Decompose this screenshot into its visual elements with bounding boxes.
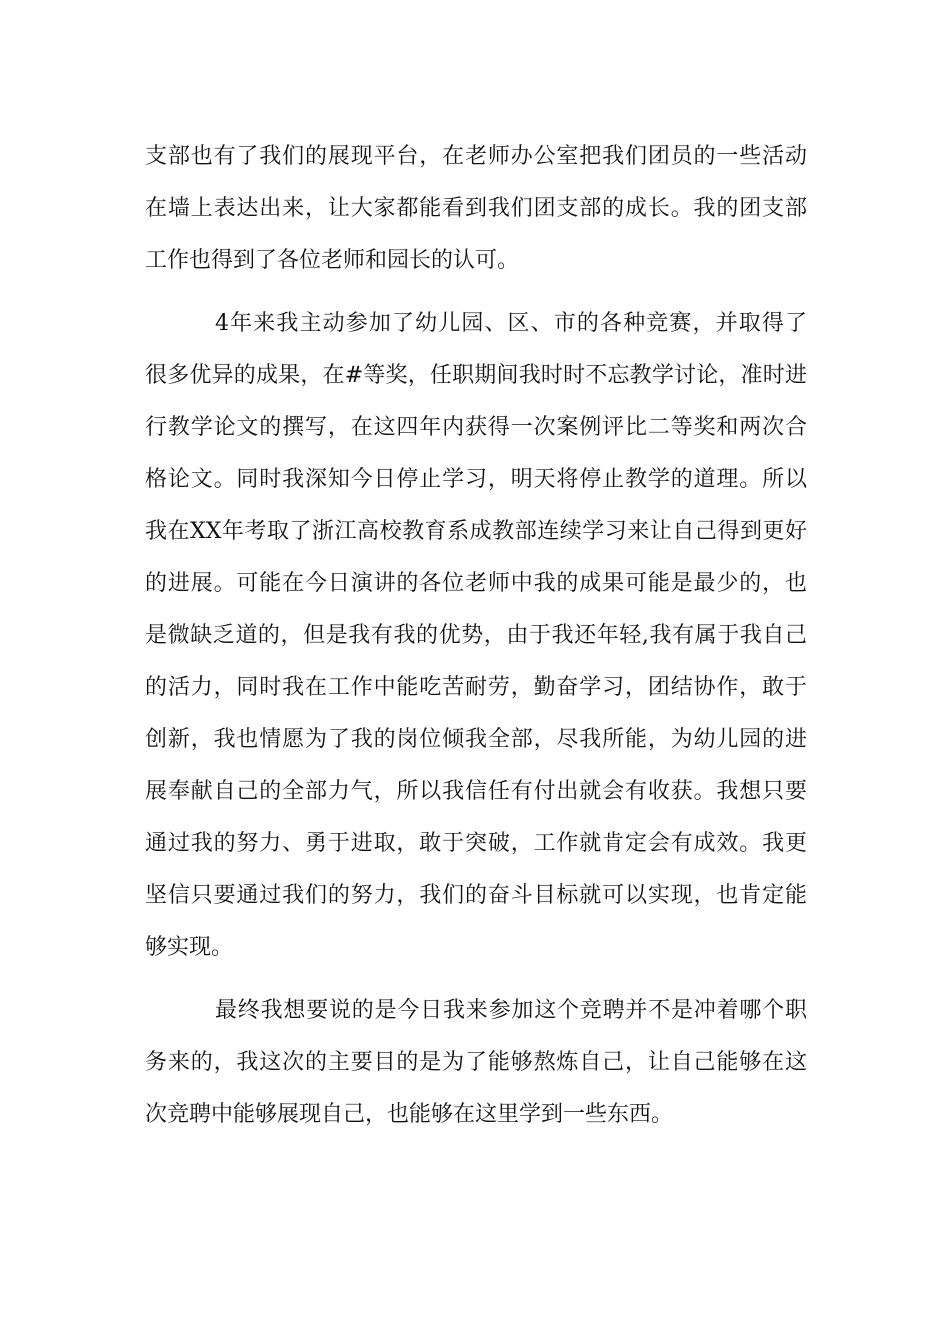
text-line: 够实现。: [145, 935, 234, 960]
document-body: [145, 131, 807, 1141]
text-line: 很多优异的成果，在#等奖，任职期间我时时不忘教学讨论，准时进: [145, 363, 807, 388]
paragraph-spacer: [145, 974, 807, 985]
text-line: 通过我的努力、勇于进取，敢于突破，工作就肯定会有成效。我更: [145, 831, 807, 856]
text-line: 行教学论文的撰写，在这四年内获得一次案例评比二等奖和两次合: [145, 415, 807, 440]
text-line: 坚信只要通过我们的努力，我们的奋斗目标就可以实现，也肯定能: [145, 883, 807, 908]
text-line: 是微缺乏道的，但是我有我的优势，由于我还年轻,我有属于我自己: [145, 623, 807, 648]
paragraph-2: [145, 298, 807, 974]
text-line: 我在XX年考取了浙江高校教育系成教部连续学习来让自己得到更好: [145, 519, 807, 544]
text-line: 次竞聘中能够展现自己，也能够在这里学到一些东西。: [145, 1102, 674, 1127]
paragraph-1: [145, 131, 807, 287]
text-line: 工作也得到了各位老师和园长的认可。: [145, 248, 520, 273]
paragraph-spacer: [145, 287, 807, 298]
text-line: 最终我想要说的是今日我来参加这个竞聘并不是冲着哪个职: [215, 998, 807, 1023]
text-line: 格论文。同时我深知今日停止学习，明天将停止教学的道理。所以: [145, 467, 807, 492]
text-line: 4年来我主动参加了幼儿园、区、市的各种竞赛，并取得了: [215, 311, 807, 336]
text-line: 在墙上表达出来，让大家都能看到我们团支部的成长。我的团支部: [145, 196, 807, 221]
text-line: 创新，我也情愿为了我的岗位倾我全部，尽我所能，为幼儿园的进: [145, 727, 807, 752]
paragraph-3: [145, 985, 807, 1141]
text-line: 展奉献自己的全部力气，所以我信任有付出就会有收获。我想只要: [145, 779, 807, 804]
text-line: 的活力，同时我在工作中能吃苦耐劳，勤奋学习，团结协作，敢于: [145, 675, 807, 700]
text-line: 的进展。可能在今日演讲的各位老师中我的成果可能是最少的，也: [145, 571, 807, 596]
text-line: 支部也有了我们的展现平台，在老师办公室把我们团员的一些活动: [145, 144, 807, 169]
text-line: 务来的，我这次的主要目的是为了能够熬炼自己，让自己能够在这: [145, 1050, 807, 1075]
